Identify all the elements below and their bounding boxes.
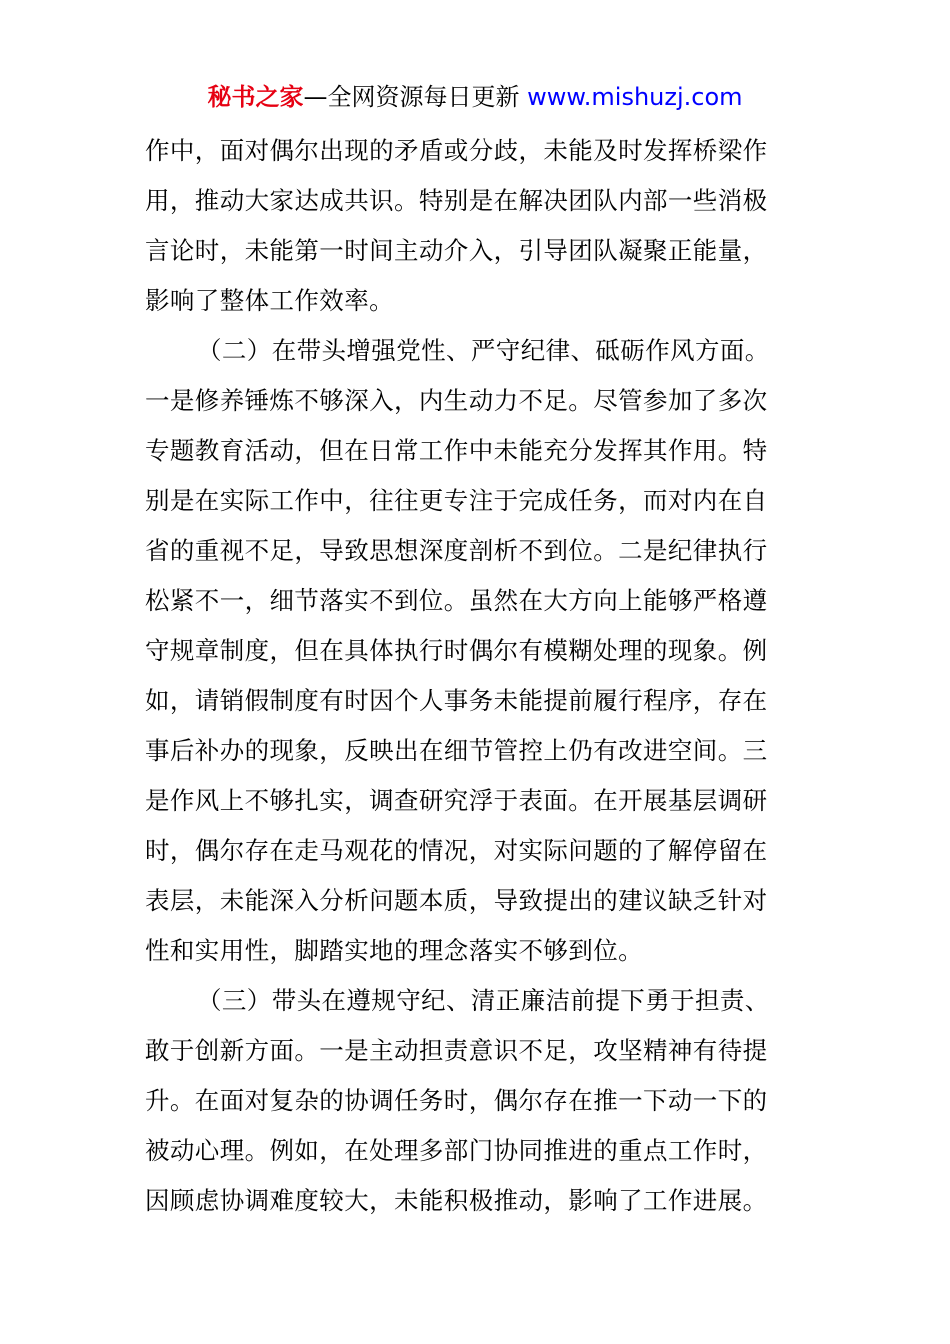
text-line: 一是修养锤炼不够深入，内生动力不足。尽管参加了多次 (145, 386, 768, 415)
text-line: 影响了整体工作效率。 (145, 286, 394, 315)
site-header (0, 80, 950, 114)
text-line: 用，推动大家达成共识。特别是在解决团队内部一些消极 (145, 186, 768, 215)
site-tagline: —全网资源每日更新 (303, 83, 528, 111)
text-line: 表层，未能深入分析问题本质，导致提出的建议缺乏针对 (145, 886, 768, 915)
site-url-link[interactable]: www.mishuzj.com (527, 83, 743, 111)
text-line: 是作风上不够扎实，调查研究浮于表面。在开展基层调研 (145, 786, 768, 815)
site-brand: 秘书之家 (207, 83, 304, 111)
section-heading-3: （三）带头在遵规守纪、清正廉洁前提下勇于担责、 (197, 986, 770, 1015)
text-line: 时，偶尔存在走马观花的情况，对实际问题的了解停留在 (145, 836, 768, 865)
text-line: 松紧不一，细节落实不到位。虽然在大方向上能够严格遵 (145, 586, 768, 615)
document-body (145, 126, 817, 1226)
text-line: 如，请销假制度有时因个人事务未能提前履行程序，存在 (145, 686, 768, 715)
text-line: 被动心理。例如，在处理多部门协同推进的重点工作时， (145, 1136, 768, 1165)
text-line: 因顾虑协调难度较大，未能积极推动，影响了工作进展。 (145, 1186, 768, 1215)
text-line: 性和实用性，脚踏实地的理念落实不够到位。 (145, 936, 643, 965)
section-heading-2: （二）在带头增强党性、严守纪律、砥砺作风方面。 (197, 336, 770, 365)
text-line: 别是在实际工作中，往往更专注于完成任务，而对内在自 (145, 486, 768, 515)
text-line: 省的重视不足，导致思想深度剖析不到位。二是纪律执行 (145, 536, 768, 565)
text-line: 敢于创新方面。一是主动担责意识不足，攻坚精神有待提 (145, 1036, 768, 1065)
text-line: 作中，面对偶尔出现的矛盾或分歧，未能及时发挥桥梁作 (145, 136, 768, 165)
text-line: 专题教育活动，但在日常工作中未能充分发挥其作用。特 (145, 436, 768, 465)
text-line: 守规章制度，但在具体执行时偶尔有模糊处理的现象。例 (145, 636, 768, 665)
text-line: 言论时，未能第一时间主动介入，引导团队凝聚正能量， (145, 236, 768, 265)
text-line: 升。在面对复杂的协调任务时，偶尔存在推一下动一下的 (145, 1086, 768, 1115)
text-line: 事后补办的现象，反映出在细节管控上仍有改进空间。三 (145, 736, 768, 765)
